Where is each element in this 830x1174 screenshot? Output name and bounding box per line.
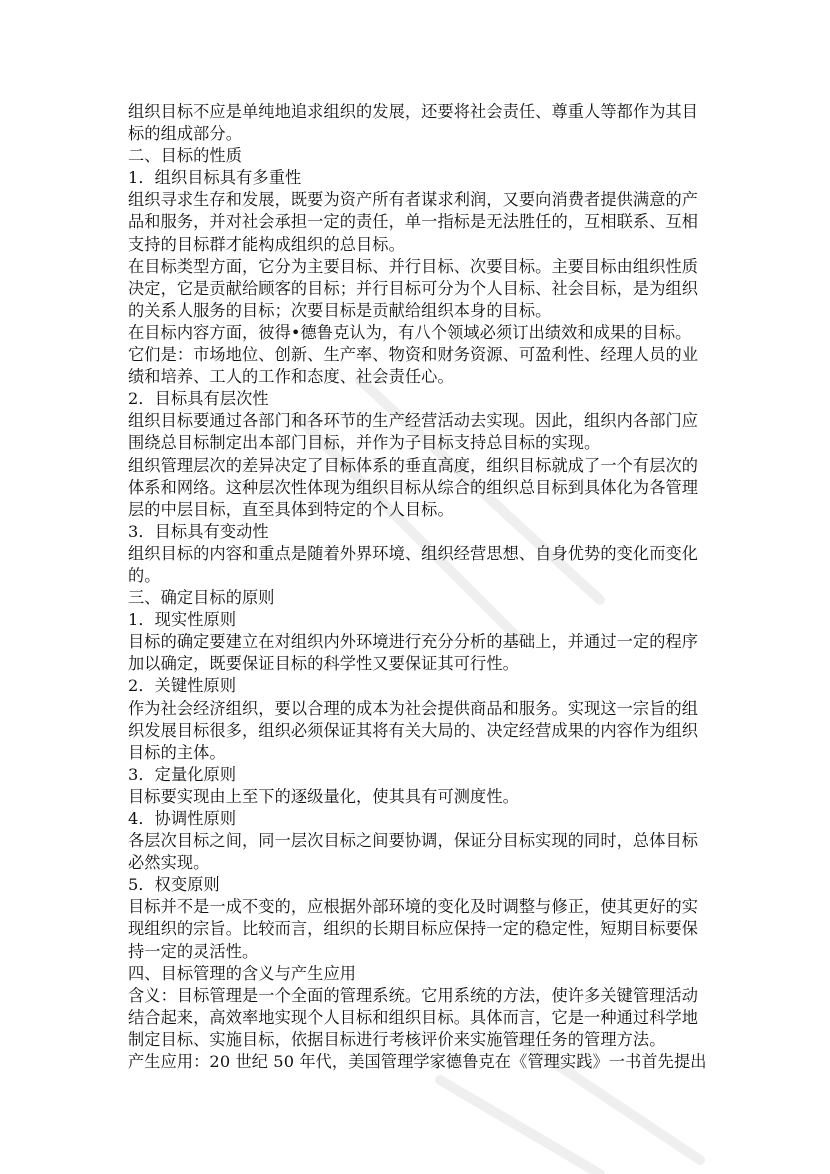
text-line: 1．组织目标具有多重性: [128, 168, 302, 188]
text-line: 织发展目标很多，组织必须保证其将有关大局的、决定经营成果的内容作为组织: [128, 720, 699, 740]
text-line: 标的组成部分。: [128, 124, 243, 144]
text-line: 作为社会经济组织，要以合理的成本为社会提供商品和服务。实现这一宗旨的组: [128, 698, 699, 718]
text-line: 持一定的灵活性。: [128, 941, 259, 961]
text-line: 四、目标管理的含义与产生应用: [128, 963, 357, 983]
text-line: 的关系人服务的目标；次要目标是贡献给组织本身的目标。: [128, 300, 552, 320]
text-line: 在目标内容方面，彼得•德鲁克认为，有八个领域必须订出绩效和成果的目标。: [128, 322, 692, 342]
text-line: 含义：目标管理是一个全面的管理系统。它用系统的方法，使许多关键管理活动: [128, 985, 699, 1005]
text-line: 体系和网络。这种层次性体现为组织目标从综合的组织总目标到具体化为各管理: [128, 477, 699, 497]
text-line: 目标并不是一成不变的，应根据外部环境的变化及时调整与修正，使其更好的实: [128, 897, 699, 917]
text-line: 加以确定，既要保证目标的科学性又要保证其可行性。: [128, 654, 519, 674]
text-line: 现组织的宗旨。比较而言，组织的长期目标应保持一定的稳定性，短期目标要保: [128, 919, 699, 939]
text-line: 各层次目标之间，同一层次目标之间要协调，保证分目标实现的同时，总体目标: [128, 831, 699, 851]
text-line: 产生应用：20 世纪 50 年代，美国管理学家德鲁克在《管理实践》一书首先提出: [128, 1052, 707, 1072]
text-line: 2．关键性原则: [128, 676, 237, 696]
text-line: 在目标类型方面，它分为主要目标、并行目标、次要目标。主要目标由组织性质: [128, 256, 699, 276]
text-line: 3．定量化原则: [128, 764, 237, 784]
document-body: [128, 101, 708, 1073]
text-line: 支持的目标群才能构成组织的总目标。: [128, 234, 405, 254]
text-line: 组织目标的内容和重点是随着外界环境、组织经营思想、自身优势的变化而变化: [128, 543, 699, 563]
text-line: 决定，它是贡献给顾客的目标；并行目标可分为个人目标、社会目标，是为组织: [128, 278, 699, 298]
text-line: 4．协调性原则: [128, 809, 237, 828]
text-line: 围绕总目标制定出本部门目标，并作为子目标支持总目标的实现。: [128, 433, 601, 453]
text-line: 它们是：市场地位、创新、生产率、物资和财务资源、可盈利性、经理人员的业: [128, 345, 699, 365]
text-line: 层的中层目标，直至具体到特定的个人目标。: [128, 499, 454, 519]
text-line: 绩和培养、工人的工作和态度、社会责任心。: [128, 367, 454, 387]
text-line: 结合起来，高效率地实现个人目标和组织目标。具体而言，它是一种通过科学地: [128, 1007, 699, 1027]
text-line: 三、确定目标的原则: [128, 588, 275, 608]
text-line: 目标的确定要建立在对组织内外环境进行充分分析的基础上，并通过一定的程序: [128, 632, 699, 652]
text-line: 目标要实现由上至下的逐级量化，使其具有可测度性。: [128, 786, 519, 806]
text-line: 品和服务，并对社会承担一定的责任，单一指标是无法胜任的，互相联系、互相: [128, 212, 699, 232]
text-line: 目标的主体。: [128, 742, 226, 762]
text-line: 必然实现。: [128, 853, 210, 873]
text-line: 组织目标要通过各部门和各环节的生产经营活动去实现。因此，组织内各部门应: [128, 411, 699, 431]
text-line: 的。: [128, 565, 161, 585]
text-line: 1．现实性原则: [128, 610, 237, 630]
text-line: 组织寻求生存和发展，既要为资产所有者谋求利润，又要向消费者提供满意的产: [128, 190, 699, 210]
text-line: 5．权变原则: [128, 875, 220, 895]
text-line: 二、目标的性质: [128, 146, 243, 166]
text-line: 3．目标具有变动性: [128, 521, 269, 541]
text-line: 组织目标不应是单纯地追求组织的发展，还要将社会责任、尊重人等都作为其目: [128, 102, 699, 121]
text-line: 组织管理层次的差异决定了目标体系的垂直高度，组织目标就成了一个有层次的: [128, 455, 699, 475]
text-line: 制定目标、实施目标，依据目标进行考核评价来实施管理任务的管理方法。: [128, 1029, 666, 1049]
text-line: 2．目标具有层次性: [128, 389, 269, 409]
